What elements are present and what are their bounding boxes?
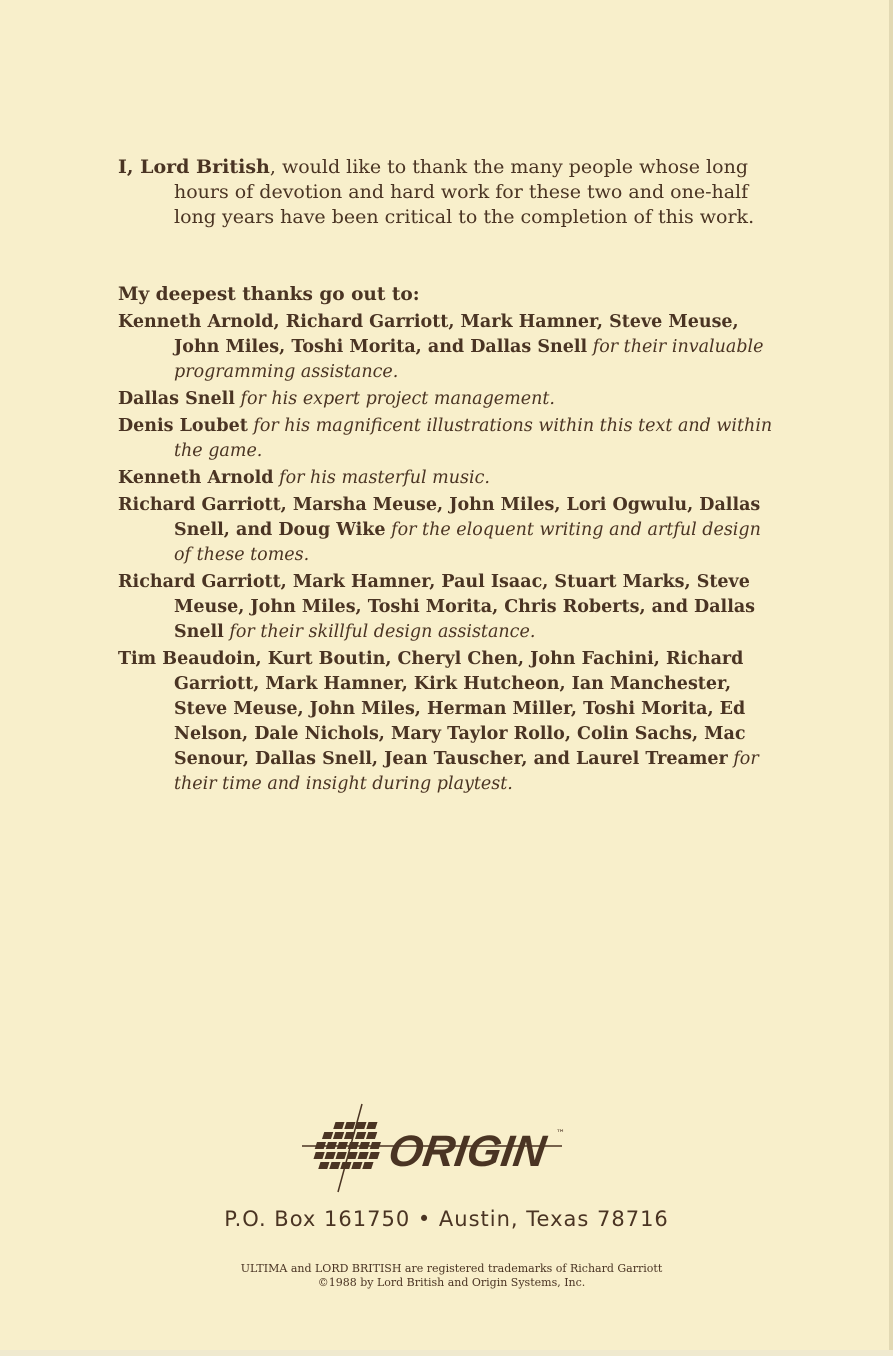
trademark-mark: ™ bbox=[556, 1129, 565, 1139]
legal-notice bbox=[0, 1262, 893, 1290]
credits-list bbox=[118, 310, 778, 799]
credit-item bbox=[118, 310, 778, 385]
copyright-line: ©1988 by Lord British and Origin Systems, Inc. bbox=[317, 1276, 586, 1289]
credit-names: Tim Beaudoin, Kurt Boutin, Cheryl Chen, John Fachini, Richard Garriott, Mark Hamner, Kirk Hutcheon, Ian Manchester, Steve Meuse, John Miles, Herman Miller, Toshi Morita, Ed Nelson, Dale Nichols, Mary Taylor Rollo, Colin Sachs, Mac Senour, Dallas Snell, Jean Tauscher, and Laurel Treamer bbox=[118, 649, 746, 769]
credit-item bbox=[118, 387, 778, 412]
page-bottom-edge bbox=[0, 1350, 893, 1356]
thanks-heading: My deepest thanks go out to: bbox=[118, 284, 420, 305]
credit-role: for his expert project management. bbox=[240, 389, 555, 409]
intro-text: , would like to thank the many people whose long hours of devotion and hard work for these two and one-half long years have been critical to the completion of this work. bbox=[174, 156, 755, 228]
trademark-line: ULTIMA and LORD BRITISH are registered trademarks of Richard Garriott bbox=[240, 1262, 663, 1275]
credit-item bbox=[118, 647, 778, 797]
credit-item bbox=[118, 414, 778, 464]
credit-role: for their invaluable programming assistance. bbox=[174, 337, 764, 382]
credit-role: for the eloquent writing and artful design of these tomes. bbox=[174, 520, 761, 565]
credit-role: for his magnificent illustrations within this text and within the game. bbox=[174, 416, 773, 461]
credit-names: Dallas Snell bbox=[118, 389, 235, 409]
credit-item bbox=[118, 466, 778, 491]
origin-logo bbox=[300, 1102, 580, 1194]
page-edge bbox=[889, 0, 893, 1356]
intro-name: I, Lord British bbox=[118, 156, 270, 178]
credit-item bbox=[118, 493, 778, 568]
intro-paragraph bbox=[118, 155, 768, 230]
credit-role: for their skillful design assistance. bbox=[229, 622, 536, 642]
credit-role: for their time and insight during playtest. bbox=[174, 749, 759, 794]
mailing-address: P.O. Box 161750 • Austin, Texas 78716 bbox=[224, 1207, 669, 1231]
credit-names: Kenneth Arnold bbox=[118, 468, 274, 488]
credit-names: Kenneth Arnold, Richard Garriott, Mark Hamner, Steve Meuse, John Miles, Toshi Morita, and Dallas Snell bbox=[118, 312, 739, 357]
credit-role: for his masterful music. bbox=[279, 468, 490, 488]
credit-names: Richard Garriott, Mark Hamner, Paul Isaac, Stuart Marks, Steve Meuse, John Miles, Toshi Morita, Chris Roberts, and Dallas Snell bbox=[118, 572, 756, 642]
credit-names: Richard Garriott, Marsha Meuse, John Miles, Lori Ogwulu, Dallas Snell, and Doug Wike bbox=[118, 495, 761, 540]
credit-item bbox=[118, 570, 778, 645]
credit-names: Denis Loubet bbox=[118, 416, 248, 436]
origin-logo-text: ORIGIN bbox=[385, 1127, 549, 1176]
